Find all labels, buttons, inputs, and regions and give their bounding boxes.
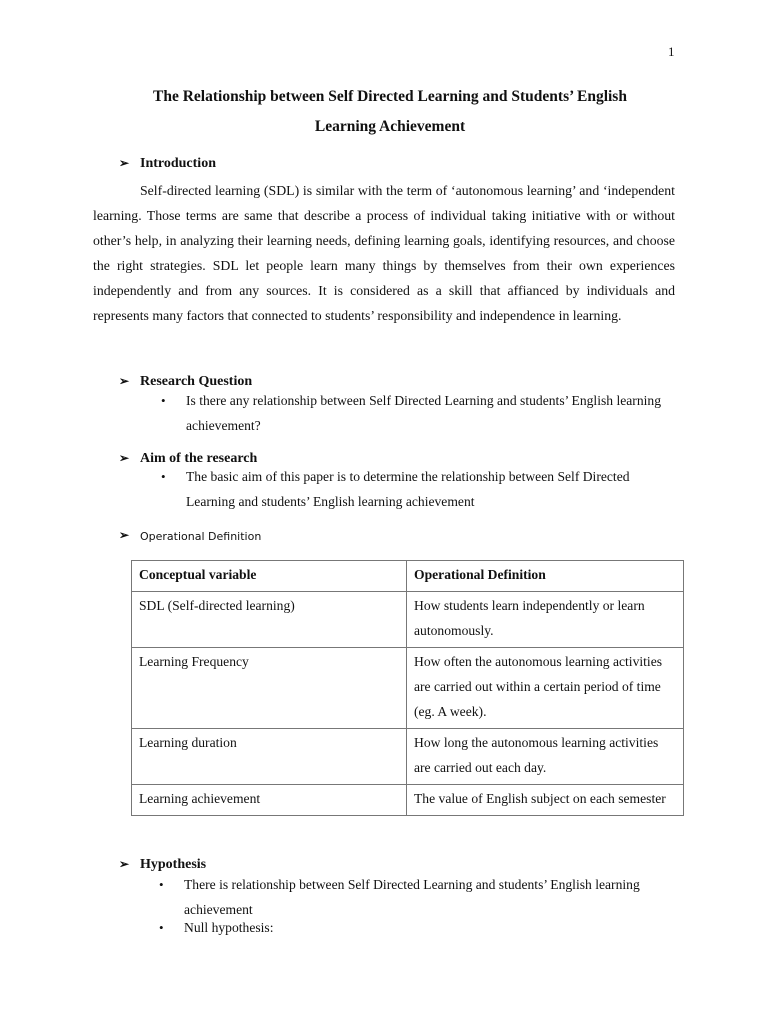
table-row: [132, 648, 684, 729]
page-number: 1: [668, 44, 675, 59]
operational-definition-table: [131, 560, 684, 816]
research-question-heading-text: Research Question: [140, 374, 253, 389]
hypothesis-bullet-text: There is relationship between Self Directed Learning and students’ English learning achievement: [184, 877, 640, 917]
introduction-paragraph: [93, 178, 675, 328]
hypothesis-heading-text: Hypothesis: [140, 857, 207, 872]
arrow-bullet-icon: ➢: [119, 451, 130, 465]
document-title-line-1: The Relationship between Self Directed Learning and Students’ English: [153, 88, 627, 105]
table-row: [132, 592, 684, 648]
bullet-icon: •: [159, 877, 164, 892]
bullet-icon: •: [161, 469, 166, 484]
arrow-bullet-icon: ➢: [119, 374, 130, 388]
table-cell: How often the autonomous learning activities are carried out within a certain period of time (eg. A week).: [407, 648, 684, 729]
arrow-bullet-icon: ➢: [119, 156, 130, 170]
arrow-bullet-icon: ➢: [119, 857, 130, 871]
arrow-bullet-icon: ➢: [119, 528, 130, 542]
operational-definition-heading-text: Operational Definition: [140, 530, 262, 543]
table-header-cell: Operational Definition: [407, 561, 684, 592]
table-cell: Learning duration: [132, 729, 407, 785]
table-header-cell: Conceptual variable: [132, 561, 407, 592]
introduction-paragraph-text: Self-directed learning (SDL) is similar with the term of ‘autonomous learning’ and ‘independent learning. Those terms are same that describe a process of individual taking initiative with or without other’s help, in analyzing their learning needs, defining learning goals, identifying resources, and choose the right strategies. SDL let people learn many things by themselves from their own experiences independently and from any sources. It is considered as a skill that affianced by individuals and represents many factors that connected to students’ responsibility and independence in learning.: [93, 183, 675, 323]
aim-bullet-text: The basic aim of this paper is to determine the relationship between Self Directed Learning and students’ English learning achievement: [186, 469, 630, 509]
bullet-icon: •: [161, 393, 166, 408]
table-row: [132, 785, 684, 816]
table-cell: SDL (Self-directed learning): [132, 592, 407, 648]
introduction-heading-text: Introduction: [140, 156, 216, 171]
table-cell: Learning Frequency: [132, 648, 407, 729]
table-row: [132, 729, 684, 785]
research-question-bullet-text: Is there any relationship between Self Directed Learning and students’ English learning achievement?: [186, 393, 661, 433]
table-cell: How students learn independently or learn autonomously.: [407, 592, 684, 648]
hypothesis-bullet-text: Null hypothesis:: [184, 920, 274, 935]
table-cell: Learning achievement: [132, 785, 407, 816]
bullet-icon: •: [159, 920, 164, 935]
table-cell: The value of English subject on each semester: [407, 785, 684, 816]
table-header-row: [132, 561, 684, 592]
aim-heading-text: Aim of the research: [140, 451, 258, 466]
document-title-line-2: Learning Achievement: [314, 118, 466, 135]
table-cell: How long the autonomous learning activities are carried out each day.: [407, 729, 684, 785]
